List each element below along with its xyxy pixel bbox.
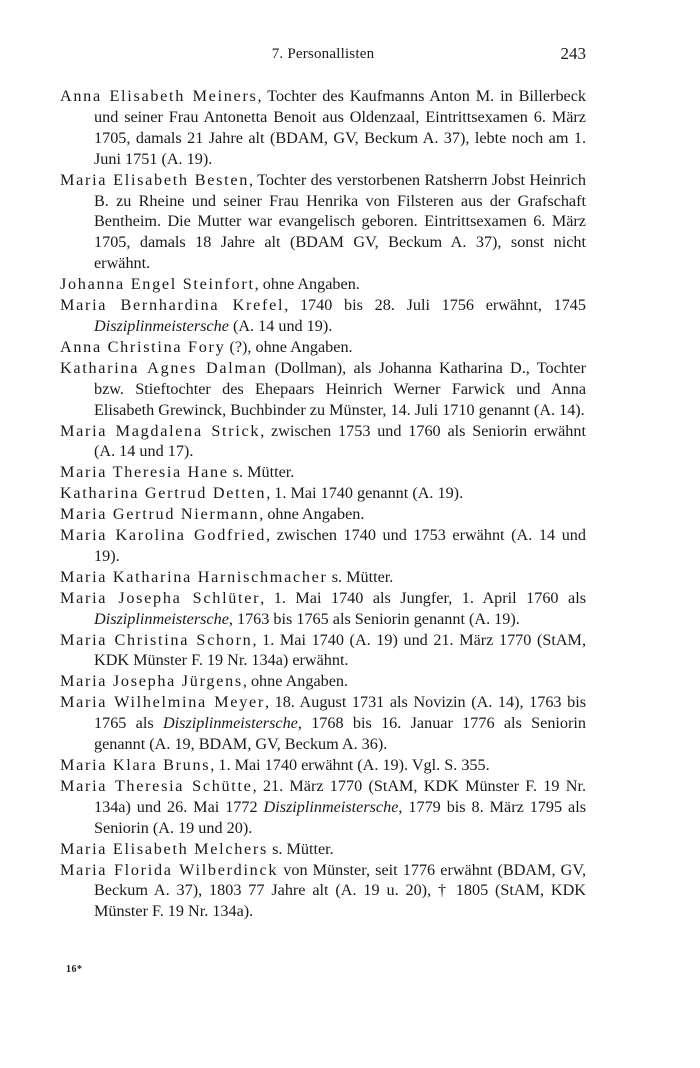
entry-text: , Tochter des Kaufmanns Anton M. in Billerbeck und seiner Frau Antonetta Benoit aus Oldenzaal, Eintrittsexamen 6. März 1705, damals 21 Jahre alt (BDAM, GV, Beckum A. 37), lebte noch am 1. Juni 1751 (A. 19). (94, 87, 587, 168)
entry-name: Maria Karolina Godfried (60, 526, 267, 545)
entry-name: Maria Magdalena Strick (60, 421, 261, 440)
entry-text: , 1. Mai 1740 erwähnt (A. 19). Vgl. S. 355. (210, 756, 490, 774)
entry-name: Maria Bernhardina Krefel (60, 296, 285, 315)
entry-text: von Münster, seit 1776 erwähnt (BDAM, GV, Beckum A. 37), 1803 77 Jahre alt (A. 19 u. 20), † 1805 (StAM, KDK Münster F. 19 Nr. 134a). (94, 860, 586, 921)
entry-name: Maria Klara Bruns (60, 756, 211, 774)
entry-text: , 1763 bis 1765 als Seniorin genannt (A. 19). (228, 609, 520, 628)
entry-name: Johanna Engel Steinfort (60, 275, 255, 294)
entry-name: Anna Christina Fory (60, 337, 226, 356)
entry-text: , 21. März 1770 (StAM, KDK Münster F. 19 Nr. 134a) und 26. Mai 1772 (94, 776, 586, 816)
entry-text: s. Mütter. (327, 567, 394, 586)
entry-name: Maria Katharina Harnischmacher (60, 567, 328, 586)
list-entry (60, 692, 586, 755)
entry-role-italic: Disziplinmeistersche (263, 797, 399, 816)
entry-role-italic: Disziplinmeistersche (162, 714, 298, 733)
list-entry (60, 755, 586, 776)
entry-name: Maria Gertrud Niermann (60, 505, 260, 524)
running-head: 7. Personallisten (271, 46, 375, 62)
list-entry (60, 860, 586, 923)
list-entry (60, 170, 586, 275)
entry-text: (A. 14 und 19). (228, 316, 333, 335)
list-entry (60, 337, 586, 358)
entry-text: , 18. August 1731 als Novizin (A. 14), 1763 bis 1765 als (94, 693, 586, 733)
entry-text: , zwischen 1740 und 1753 erwähnt (A. 14 und 19). (94, 526, 586, 565)
entry-name: Maria Elisabeth Melchers (60, 839, 269, 858)
list-entry (60, 86, 586, 170)
entry-text: s. Mütter. (268, 839, 334, 858)
list-entry (60, 588, 586, 630)
entry-text: (?), ohne Angaben. (225, 337, 353, 356)
entry-name: Katharina Agnes Dalman (60, 358, 268, 377)
entry-text: , ohne Angaben. (254, 275, 360, 294)
entry-name: Maria Elisabeth Besten (60, 170, 250, 189)
list-entry (60, 504, 586, 525)
list-entry (60, 671, 586, 692)
list-entry (60, 525, 586, 567)
list-entry (60, 358, 586, 421)
entry-name: Maria Theresia Hane (60, 463, 229, 482)
list-entry (60, 462, 586, 483)
personnel-list (60, 86, 586, 922)
page-header (60, 42, 586, 68)
list-entry (60, 483, 586, 504)
page-number: 243 (560, 44, 586, 63)
entry-text: , Tochter des verstorbenen Ratsherrn Jobst Heinrich B. zu Rheine und seiner Frau Henrika von Filsteren aus der Grafschaft Bentheim. Die Mutter war evangelisch geboren. Eintrittsexamen 6. März 1705, damals 18 Jahre alt (BDAM GV, Beckum A. 37), sonst nicht erwähnt. (94, 170, 586, 273)
entry-name: Maria Josepha Jürgens (60, 672, 243, 691)
entry-text: , zwischen 1753 und 1760 als Seniorin erwähnt (A. 14 und 17). (94, 421, 586, 461)
entry-name: Maria Josepha Schlüter (60, 588, 261, 607)
list-entry (60, 421, 586, 463)
entry-text: , ohne Angaben. (242, 672, 349, 691)
list-entry (60, 295, 586, 337)
entry-name: Maria Theresia Schütte (60, 776, 253, 795)
entry-name: Maria Florida Wilberdinck (60, 860, 279, 879)
list-entry (60, 776, 586, 839)
entry-text: , 1740 bis 28. Juli 1756 erwähnt, 1745 (284, 296, 586, 315)
entry-text: (Dollman), als Johanna Katharina D., Tochter bzw. Stieftochter des Ehepaars Heinrich Werner Farwick und Anna Elisabeth Grewinck, Buchbinder zu Münster, 14. Juli 1710 genannt (A. 14). (94, 358, 587, 419)
entry-text: , 1. Mai 1740 genannt (A. 19). (266, 484, 464, 503)
list-entry (60, 274, 586, 295)
entry-text: s. Mütter. (228, 463, 295, 482)
entry-text: , 1779 bis 8. März 1795 als Seniorin (A. 19 und 20). (94, 797, 586, 837)
entry-text: , 1768 bis 16. Januar 1776 als Seniorin genannt (A. 19, BDAM, GV, Beckum A. 36). (94, 714, 586, 754)
entry-text: , 1. Mai 1740 (A. 19) und 21. März 1770 (StAM, KDK Münster F. 19 Nr. 134a) erwähnt. (94, 630, 586, 670)
entry-role-italic: Disziplinmeistersche (94, 316, 229, 335)
list-entry (60, 567, 586, 588)
entry-name: Anna Elisabeth Meiners (60, 87, 258, 105)
printer-signature-mark: 16* (66, 964, 83, 975)
entry-name: Maria Wilhelmina Meyer (60, 693, 265, 712)
list-entry (60, 839, 586, 860)
entry-role-italic: Disziplinmeistersche (94, 609, 229, 628)
entry-text: , 1. Mai 1740 als Jungfer, 1. April 1760 als (260, 588, 586, 607)
entry-name: Katharina Gertrud Detten (60, 484, 267, 503)
entry-name: Maria Christina Schorn (60, 630, 253, 649)
entry-text: , ohne Angaben. (259, 505, 365, 524)
list-entry (60, 630, 586, 672)
